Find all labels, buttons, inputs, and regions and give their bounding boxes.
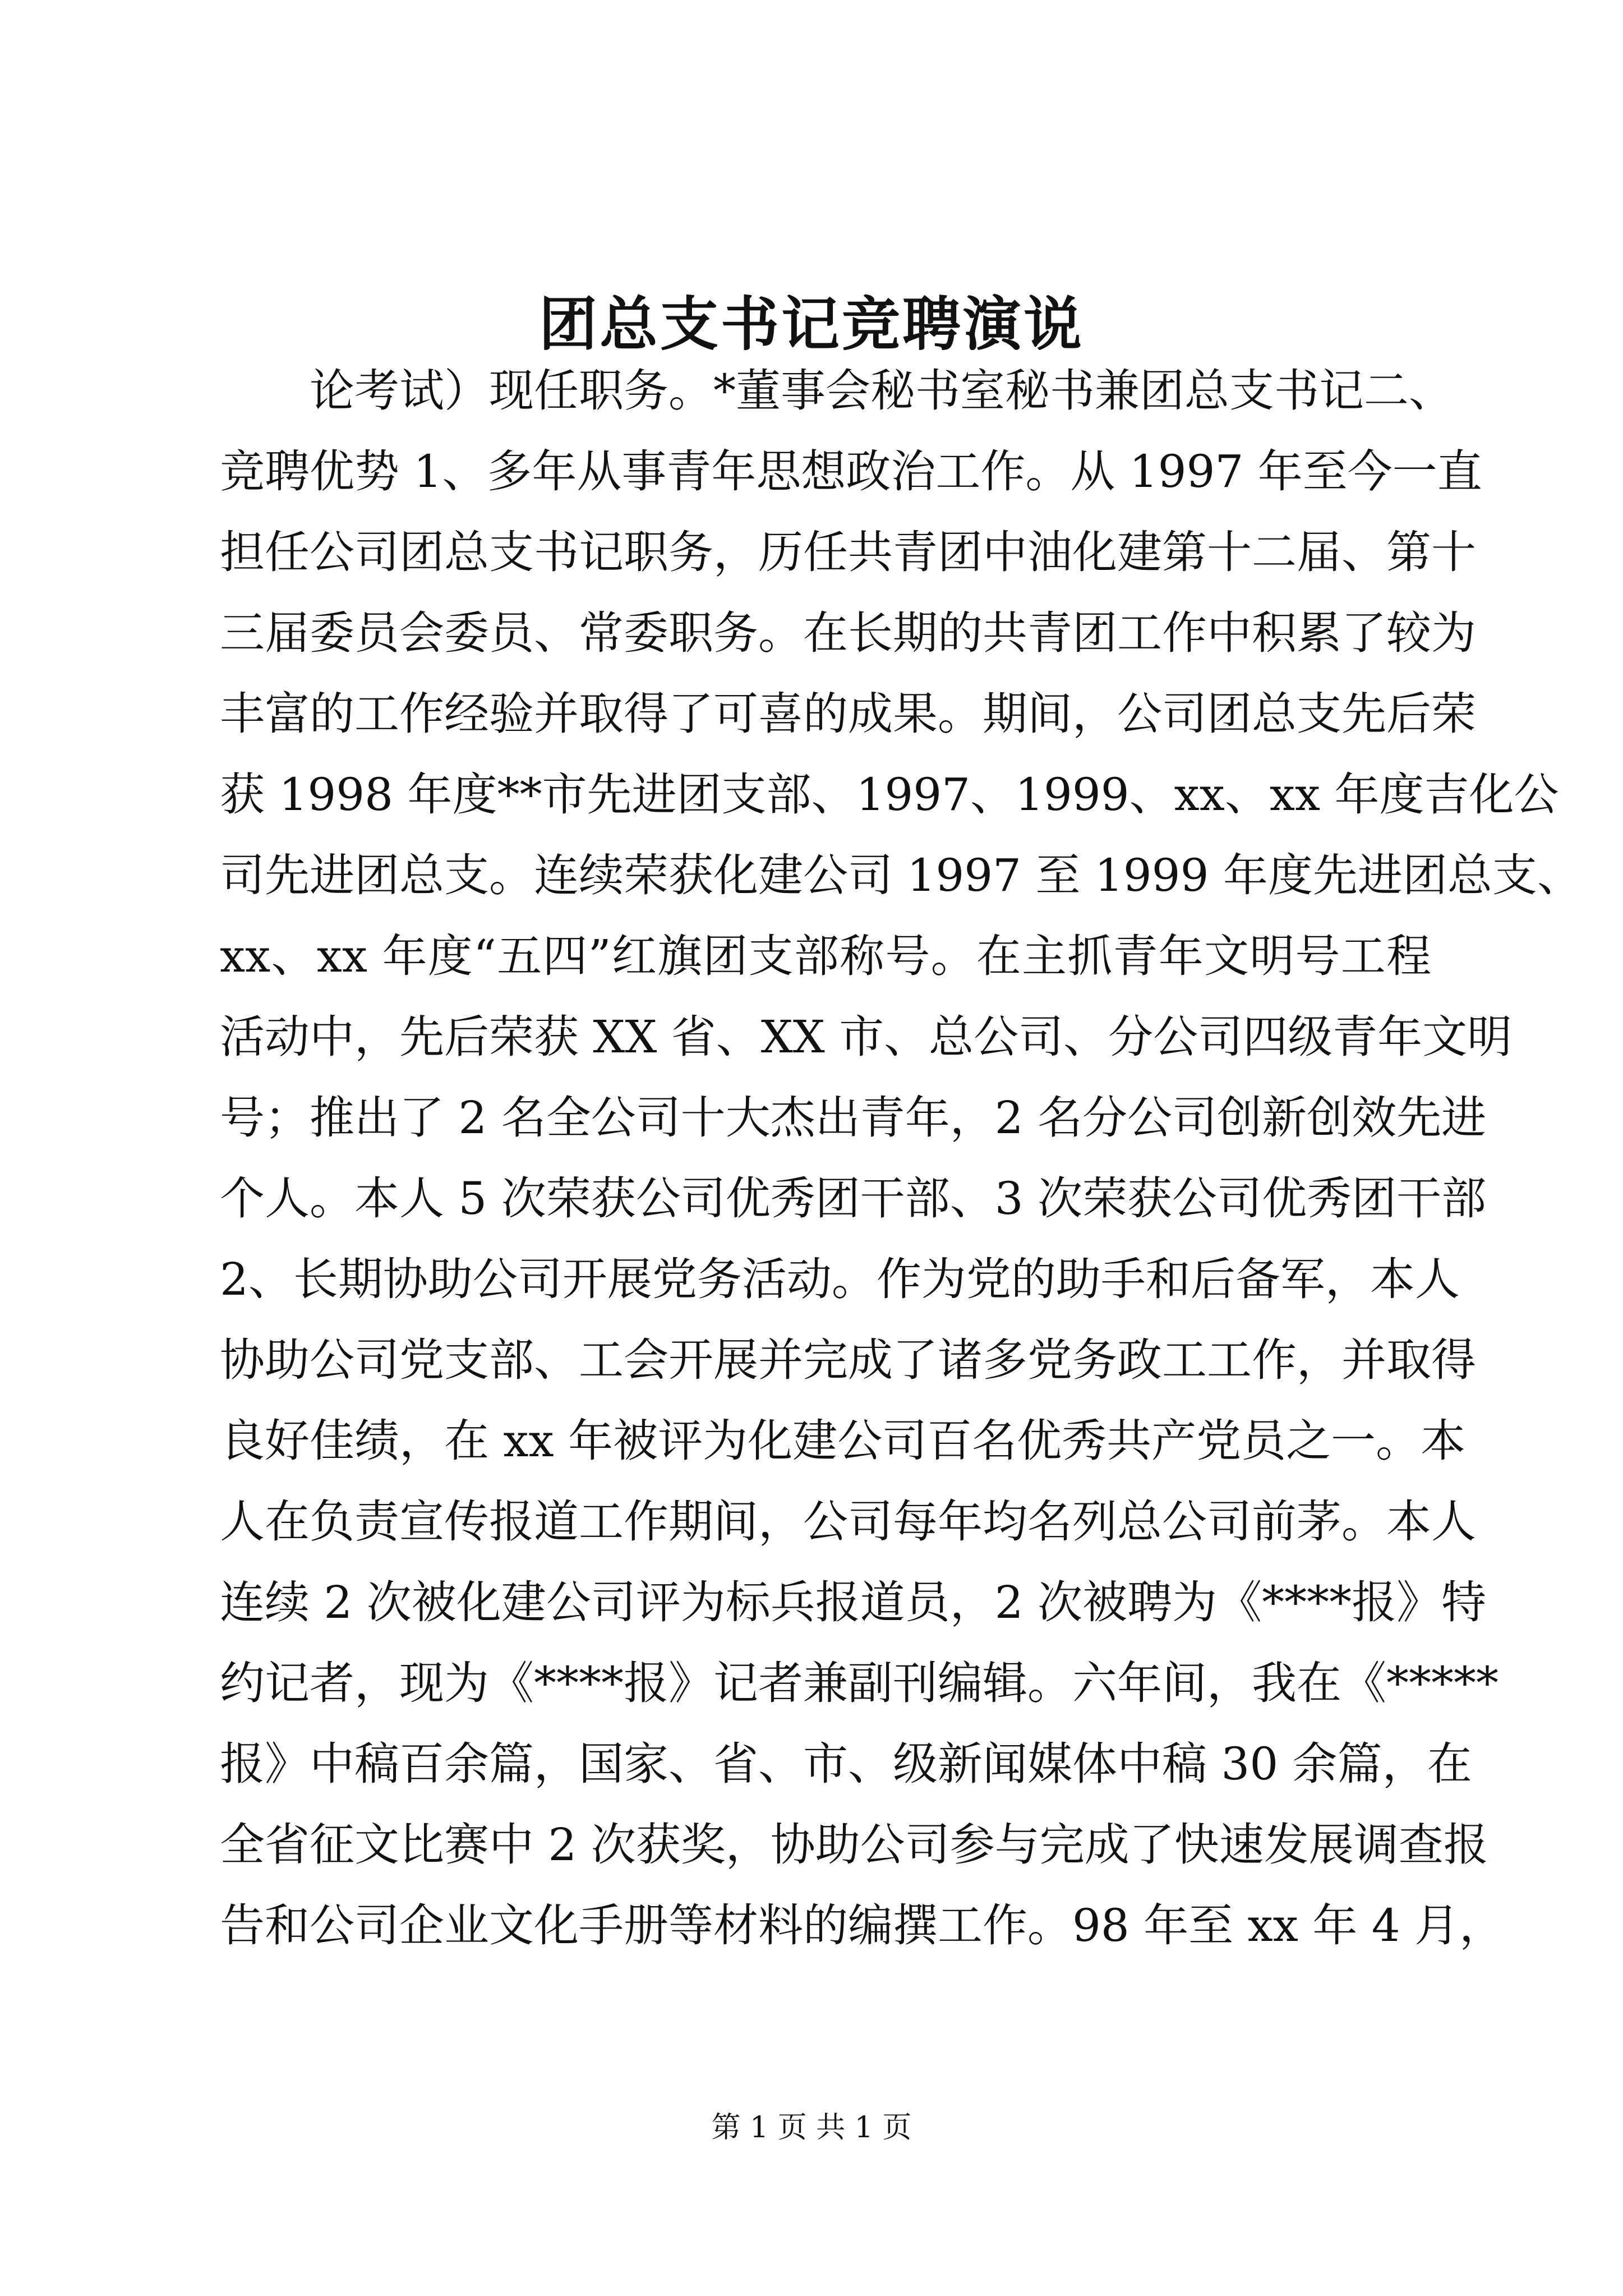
body-line: 司先进团总支。连续荣获化建公司 1997 至 1999 年度先进团总支、	[220, 849, 1582, 901]
document-body	[220, 351, 1582, 1966]
body-line: 担任公司团总支书记职务，历任共青团中油化建第十二届、第十	[220, 526, 1476, 578]
body-line: 协助公司党支部、工会开展并完成了诸多党务政工工作，并取得	[220, 1334, 1476, 1386]
body-line: 2、长期协助公司开展党务活动。作为党的助手和后备军，本人	[220, 1253, 1460, 1305]
body-line: xx、xx 年度“五四”红旗团支部称号。在主抓青年文明号工程	[220, 930, 1431, 982]
body-line: 获 1998 年度**市先进团支部、1997、1999、xx、xx 年度吉化公	[220, 769, 1559, 821]
body-line: 报》中稿百余篇，国家、省、市、级新闻媒体中稿 30 余篇，在	[220, 1738, 1472, 1790]
body-line: 告和公司企业文化手册等材料的编撰工作。98 年至 xx 年 4 月，	[220, 1899, 1505, 1952]
body-line: 个人。本人 5 次荣获公司优秀团干部、3 次荣获公司优秀团干部	[220, 1172, 1487, 1225]
document-title: 团总支书记竞聘演说	[538, 289, 1084, 358]
page-footer: 第 1 页 共 1 页	[711, 2111, 912, 2145]
body-line: 全省征文比赛中 2 次获奖，协助公司参与完成了快速发展调查报	[220, 1819, 1488, 1871]
body-line: 活动中，先后荣获 XX 省、XX 市、总公司、分公司四级青年文明	[220, 1011, 1513, 1063]
body-line: 号；推出了 2 名全公司十大杰出青年，2 名分公司创新创效先进	[220, 1092, 1487, 1144]
body-line: 连续 2 次被化建公司评为标兵报道员，2 次被聘为《****报》特	[220, 1576, 1487, 1628]
body-line: 论考试）现任职务。*董事会秘书室秘书兼团总支书记二、	[310, 365, 1454, 417]
body-line: 三届委员会委员、常委职务。在长期的共青团工作中积累了较为	[220, 607, 1476, 659]
body-line: 约记者，现为《****报》记者兼副刊编辑。六年间，我在《*****	[220, 1657, 1498, 1709]
body-line: 良好佳绩，在 xx 年被评为化建公司百名优秀共产党员之一。本	[220, 1415, 1466, 1467]
body-line: 丰富的工作经验并取得了可喜的成果。期间，公司团总支先后荣	[220, 688, 1476, 740]
body-line: 人在负责宣传报道工作期间，公司每年均名列总公司前茅。本人	[220, 1496, 1476, 1548]
body-line: 竞聘优势 1、多年从事青年思想政治工作。从 1997 年至今一直	[220, 445, 1482, 498]
